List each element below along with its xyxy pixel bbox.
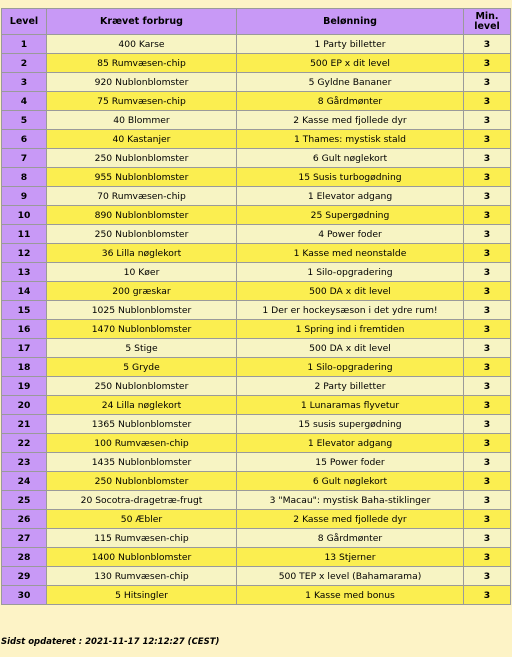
level-cell: 10 [2,206,47,225]
table-row [2,339,511,358]
level-cell: 9 [2,187,47,206]
min-level-cell: 3 [464,54,511,73]
min-level-cell: 3 [464,491,511,510]
last-updated: Sidst opdateret : 2021-11-17 12:12:27 (CEST) [1,637,220,647]
min-level-cell: 3 [464,358,511,377]
required-cell: 1470 Nublonblomster [47,320,237,339]
min-level-cell: 3 [464,396,511,415]
table-row [2,73,511,92]
header-required: Krævet forbrug [47,9,237,35]
level-cell: 27 [2,529,47,548]
table-row [2,434,511,453]
header-reward: Belønning [237,9,464,35]
level-cell: 24 [2,472,47,491]
reward-cell: 13 Stjerner [237,548,464,567]
min-level-cell: 3 [464,130,511,149]
reward-cell: 6 Gult nøglekort [237,149,464,168]
table-row [2,491,511,510]
required-cell: 250 Nublonblomster [47,472,237,491]
level-cell: 15 [2,301,47,320]
reward-cell: 2 Kasse med fjollede dyr [237,510,464,529]
table-row [2,548,511,567]
min-level-cell: 3 [464,35,511,54]
level-cell: 17 [2,339,47,358]
table-row [2,510,511,529]
required-cell: 1365 Nublonblomster [47,415,237,434]
reward-cell: 1 Lunaramas flyvetur [237,396,464,415]
min-level-cell: 3 [464,263,511,282]
table-row [2,54,511,73]
level-cell: 13 [2,263,47,282]
quest-table [1,8,511,605]
min-level-cell: 3 [464,111,511,130]
required-cell: 75 Rumvæsen-chip [47,92,237,111]
required-cell: 5 Stige [47,339,237,358]
level-cell: 14 [2,282,47,301]
required-cell: 955 Nublonblomster [47,168,237,187]
level-cell: 25 [2,491,47,510]
required-cell: 5 Gryde [47,358,237,377]
min-level-cell: 3 [464,529,511,548]
min-level-cell: 3 [464,187,511,206]
reward-cell: 25 Supergødning [237,206,464,225]
required-cell: 70 Rumvæsen-chip [47,187,237,206]
required-cell: 20 Socotra-dragetræ-frugt [47,491,237,510]
required-cell: 5 Hitsingler [47,586,237,605]
reward-cell: 2 Party billetter [237,377,464,396]
table-row [2,472,511,491]
min-level-cell: 3 [464,73,511,92]
table-row [2,301,511,320]
reward-cell: 5 Gyldne Bananer [237,73,464,92]
reward-cell: 500 DA x dit level [237,339,464,358]
required-cell: 1435 Nublonblomster [47,453,237,472]
level-cell: 3 [2,73,47,92]
level-cell: 7 [2,149,47,168]
required-cell: 115 Rumvæsen-chip [47,529,237,548]
min-level-cell: 3 [464,320,511,339]
min-level-cell: 3 [464,149,511,168]
table-row [2,567,511,586]
table-row [2,187,511,206]
table-row [2,263,511,282]
required-cell: 130 Rumvæsen-chip [47,567,237,586]
level-cell: 21 [2,415,47,434]
level-cell: 22 [2,434,47,453]
required-cell: 920 Nublonblomster [47,73,237,92]
table-row [2,130,511,149]
table-row [2,92,511,111]
reward-cell: 1 Kasse med bonus [237,586,464,605]
reward-cell: 1 Spring ind i fremtiden [237,320,464,339]
table-row [2,396,511,415]
reward-cell: 1 Der er hockeysæson i det ydre rum! [237,301,464,320]
level-cell: 1 [2,35,47,54]
required-cell: 200 græskar [47,282,237,301]
reward-cell: 3 "Macau": mystisk Baha-stiklinger [237,491,464,510]
min-level-cell: 3 [464,377,511,396]
reward-cell: 15 susis supergødning [237,415,464,434]
header-min-level [464,9,511,35]
reward-cell: 1 Party billetter [237,35,464,54]
reward-cell: 1 Silo-opgradering [237,263,464,282]
level-cell: 26 [2,510,47,529]
required-cell: 24 Lilla nøglekort [47,396,237,415]
min-level-cell: 3 [464,453,511,472]
reward-cell: 1 Silo-opgradering [237,358,464,377]
table-row [2,282,511,301]
level-cell: 16 [2,320,47,339]
required-cell: 890 Nublonblomster [47,206,237,225]
table-row [2,244,511,263]
reward-cell: 500 TEP x level (Bahamarama) [237,567,464,586]
table-row [2,529,511,548]
min-level-cell: 3 [464,339,511,358]
min-level-cell: 3 [464,282,511,301]
min-level-cell: 3 [464,548,511,567]
table-row [2,586,511,605]
level-cell: 29 [2,567,47,586]
level-cell: 11 [2,225,47,244]
level-cell: 12 [2,244,47,263]
header-min-level-line2: level [474,20,500,32]
min-level-cell: 3 [464,434,511,453]
min-level-cell: 3 [464,92,511,111]
reward-cell: 500 EP x dit level [237,54,464,73]
required-cell: 1025 Nublonblomster [47,301,237,320]
required-cell: 1400 Nublonblomster [47,548,237,567]
required-cell: 400 Karse [47,35,237,54]
table-row [2,415,511,434]
level-cell: 8 [2,168,47,187]
required-cell: 250 Nublonblomster [47,377,237,396]
table-row [2,206,511,225]
required-cell: 50 Æbler [47,510,237,529]
min-level-cell: 3 [464,206,511,225]
reward-cell: 1 Kasse med neonstalde [237,244,464,263]
table-row [2,453,511,472]
min-level-cell: 3 [464,168,511,187]
reward-cell: 15 Power foder [237,453,464,472]
level-cell: 20 [2,396,47,415]
reward-cell: 2 Kasse med fjollede dyr [237,111,464,130]
level-cell: 28 [2,548,47,567]
reward-cell: 500 DA x dit level [237,282,464,301]
reward-cell: 1 Thames: mystisk stald [237,130,464,149]
header-level: Level [2,9,47,35]
table-row [2,111,511,130]
level-cell: 30 [2,586,47,605]
required-cell: 250 Nublonblomster [47,149,237,168]
table-row [2,35,511,54]
required-cell: 10 Køer [47,263,237,282]
min-level-cell: 3 [464,415,511,434]
reward-cell: 1 Elevator adgang [237,434,464,453]
header-row [2,9,511,35]
min-level-cell: 3 [464,567,511,586]
required-cell: 85 Rumvæsen-chip [47,54,237,73]
table-row [2,377,511,396]
table-row [2,320,511,339]
required-cell: 40 Kastanjer [47,130,237,149]
min-level-cell: 3 [464,472,511,491]
reward-cell: 1 Elevator adgang [237,187,464,206]
required-cell: 100 Rumvæsen-chip [47,434,237,453]
reward-cell: 6 Gult nøglekort [237,472,464,491]
level-cell: 19 [2,377,47,396]
min-level-cell: 3 [464,244,511,263]
reward-cell: 8 Gårdmønter [237,529,464,548]
min-level-cell: 3 [464,301,511,320]
min-level-cell: 3 [464,225,511,244]
min-level-cell: 3 [464,586,511,605]
reward-cell: 4 Power foder [237,225,464,244]
table-row [2,358,511,377]
table-row [2,149,511,168]
reward-cell: 15 Susis turbogødning [237,168,464,187]
level-cell: 2 [2,54,47,73]
min-level-cell: 3 [464,510,511,529]
required-cell: 250 Nublonblomster [47,225,237,244]
table-row [2,168,511,187]
header-min-level-line1: Min. [475,10,499,22]
level-cell: 23 [2,453,47,472]
level-cell: 4 [2,92,47,111]
level-cell: 5 [2,111,47,130]
required-cell: 40 Blommer [47,111,237,130]
required-cell: 36 Lilla nøglekort [47,244,237,263]
table-row [2,225,511,244]
level-cell: 18 [2,358,47,377]
level-cell: 6 [2,130,47,149]
reward-cell: 8 Gårdmønter [237,92,464,111]
